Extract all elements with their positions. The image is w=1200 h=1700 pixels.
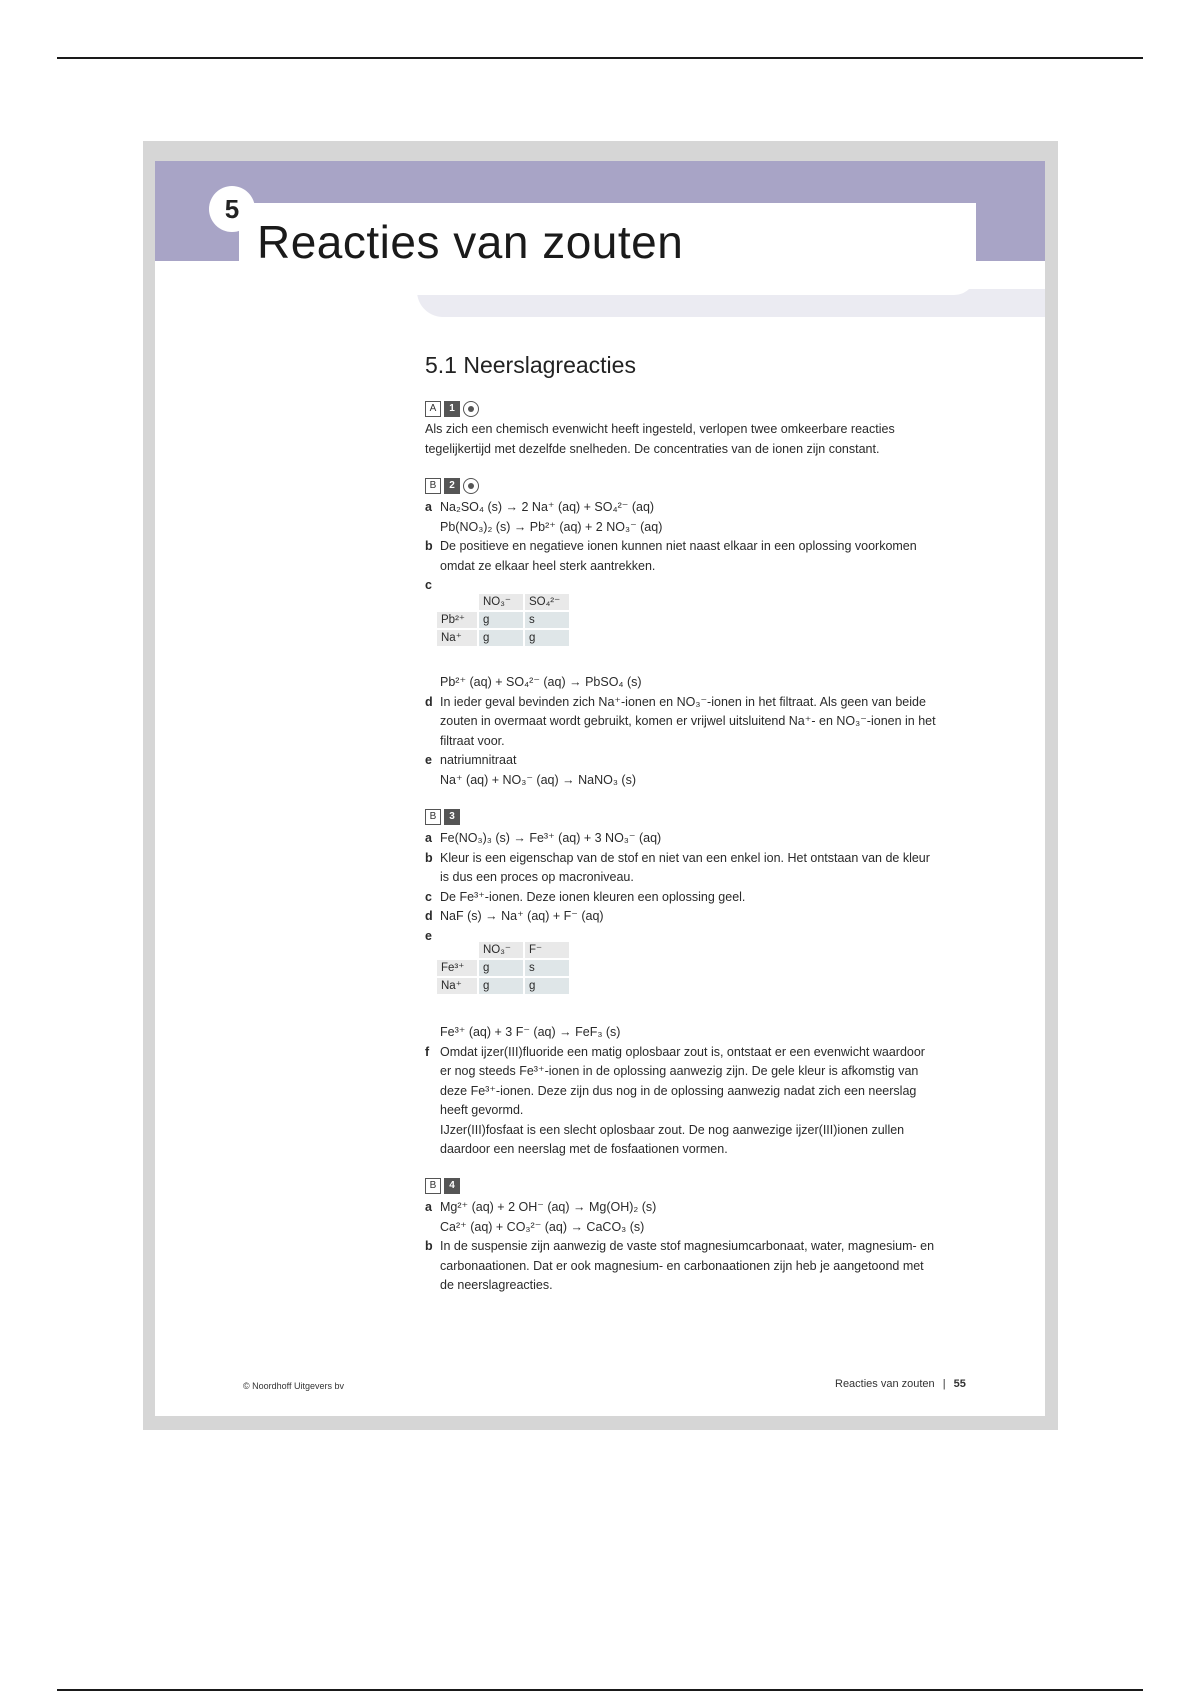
part-label: b (425, 1239, 433, 1253)
target-icon (463, 478, 479, 494)
running-title: Reacties van zouten (835, 1378, 935, 1390)
exercise-2-answer-cont (425, 673, 965, 790)
part-label: d (425, 694, 433, 709)
solubility-table (435, 940, 571, 996)
part-label: c (425, 578, 432, 592)
table-cell: g (479, 630, 523, 646)
text-line: d NaF (s) → Na⁺ (aq) + F⁻ (aq) (425, 907, 965, 927)
row-ion: Na⁺ (437, 630, 477, 646)
exercise-3-answer-cont (425, 1023, 965, 1160)
text-line: b In de suspensie zijn aanwezig de vaste stof magnesiumcarbonaat, water, magnesium- en (425, 1237, 965, 1257)
text-line: c De Fe³⁺-ionen. Deze ionen kleuren een oplossing geel. (425, 888, 965, 908)
part-label: c (425, 889, 432, 904)
target-icon (463, 401, 479, 417)
row-ion: Pb²⁺ (437, 612, 477, 628)
part-label: a (425, 831, 432, 845)
text-line: Na⁺ (aq) + NO₃⁻ (aq) → NaNO₃ (s) (440, 772, 636, 787)
page-number: 55 (953, 1378, 966, 1390)
exercise-3-answer (425, 829, 965, 946)
exercise-number: 2 (444, 478, 460, 494)
table-cell: g (479, 960, 523, 976)
text-line: b De positieve en negatieve ionen kunnen niet naast elkaar in een oplossing voorkomen (425, 537, 965, 557)
chapter-number: 5 (209, 186, 255, 232)
exercise-2-header (425, 477, 479, 495)
section-title: 5.1 Neerslagreacties (425, 352, 636, 378)
part-label: a (425, 500, 432, 514)
table-header: NO₃⁻ (479, 594, 523, 610)
text-line: er nog steeds Fe³⁺-ionen in de oplossing aanwezig zijn. De gele kleur is afkomstig van (440, 1064, 919, 1078)
table-cell: g (525, 630, 569, 646)
text-line: deze Fe³⁺-ionen. Deze zijn dus nog in de oplossing aanwezig nadat zich een neerslag (440, 1083, 917, 1098)
text-line: a Fe(NO₃)₃ (s) → Fe³⁺ (aq) + 3 NO₃⁻ (aq) (425, 829, 965, 849)
table-header: NO₃⁻ (479, 942, 523, 958)
text-line: de neerslagreacties. (440, 1278, 553, 1292)
text-line: Pb²⁺ (aq) + SO₄²⁻ (aq) → PbSO₄ (s) (440, 675, 642, 689)
row-ion: Na⁺ (437, 978, 477, 994)
part-label: a (425, 1200, 432, 1214)
text-line: Pb(NO₃)₂ (s) → Pb²⁺ (aq) + 2 NO₃⁻ (aq) (440, 519, 663, 534)
part-label: f (425, 1044, 430, 1059)
text-line: carbonaationen. Dat er ook magnesium- en carbonaationen zijn heb je aangetoond met (440, 1258, 924, 1273)
table-header: SO₄²⁻ (525, 594, 569, 610)
part-label: e (425, 928, 432, 943)
exercise-number: 4 (444, 1178, 460, 1194)
text-line: Ca²⁺ (aq) + CO₃²⁻ (aq) → CaCO₃ (s) (440, 1219, 645, 1234)
text-line: filtraat voor. (440, 733, 505, 748)
level-badge: A (425, 401, 441, 417)
text-line: daardoor een neerslag met de fosfaationen vormen. (440, 1142, 728, 1156)
table-cell: s (525, 612, 569, 628)
exercise-4-header (425, 1177, 460, 1195)
part-label: b (425, 539, 433, 553)
running-footer (835, 1378, 966, 1390)
text-line: omdat ze elkaar heel sterk aantrekken. (440, 558, 656, 573)
exercise-2-answer (425, 498, 965, 596)
page-sheet (155, 161, 1045, 1416)
exercise-number: 3 (444, 809, 460, 825)
solubility-table (435, 592, 571, 648)
text-line: heeft gevormd. (440, 1103, 524, 1117)
text-line: d In ieder geval bevinden zich Na⁺-ionen en NO₃⁻-ionen in het filtraat. Als geen van beide (425, 693, 965, 713)
table-cell: g (525, 978, 569, 994)
table-cell: s (525, 960, 569, 976)
footer-separator: | (942, 1378, 946, 1390)
exercise-1-header (425, 400, 479, 418)
level-badge: B (425, 809, 441, 825)
exercise-4-answer (425, 1198, 965, 1296)
scanned-page (143, 141, 1058, 1430)
text-line: e natriumnitraat (425, 751, 965, 771)
exercise-1-answer (425, 420, 965, 459)
text-line: tegelijkertijd met dezelfde snelheden. De concentraties van de ionen zijn constant. (425, 441, 880, 456)
exercise-3-header (425, 808, 460, 826)
text-line: zouten in overmaat wordt gebruikt, komen er vrijwel uitsluitend Na⁺- en NO₃⁻-ionen in het (440, 714, 936, 728)
table-header: F⁻ (525, 942, 569, 958)
table-cell: g (479, 978, 523, 994)
part-label: d (425, 909, 433, 923)
row-ion: Fe³⁺ (437, 960, 477, 976)
table-cell: g (479, 612, 523, 628)
text-line: a Mg²⁺ (aq) + 2 OH⁻ (aq) → Mg(OH)₂ (s) (425, 1198, 965, 1218)
text-line: Als zich een chemisch evenwicht heeft ingesteld, verlopen twee omkeerbare reacties (425, 422, 895, 436)
chapter-title: Reacties van zouten (257, 216, 684, 268)
top-rule (57, 57, 1143, 59)
text-line: is dus een proces op macroniveau. (440, 870, 634, 884)
part-label: e (425, 753, 432, 767)
level-badge: B (425, 478, 441, 494)
bottom-rule (57, 1689, 1143, 1691)
text-line: Fe³⁺ (aq) + 3 F⁻ (aq) → FeF₃ (s) (440, 1025, 621, 1039)
text-line: a Na₂SO₄ (s) → 2 Na⁺ (aq) + SO₄²⁻ (aq) (425, 498, 965, 518)
part-label: b (425, 850, 433, 865)
publisher-credit: © Noordhoff Uitgevers bv (243, 1381, 345, 1391)
exercise-number: 1 (444, 401, 460, 417)
text-line: f Omdat ijzer(III)fluoride een matig oplosbaar zout is, ontstaat er een evenwicht waardoor (425, 1043, 965, 1063)
level-badge: B (425, 1178, 441, 1194)
text-line: b Kleur is een eigenschap van de stof en niet van een enkel ion. Het ontstaan van de kleur (425, 849, 965, 869)
text-line: IJzer(III)fosfaat is een slecht oplosbaar zout. De nog aanwezige ijzer(III)ionen zullen (440, 1122, 905, 1137)
